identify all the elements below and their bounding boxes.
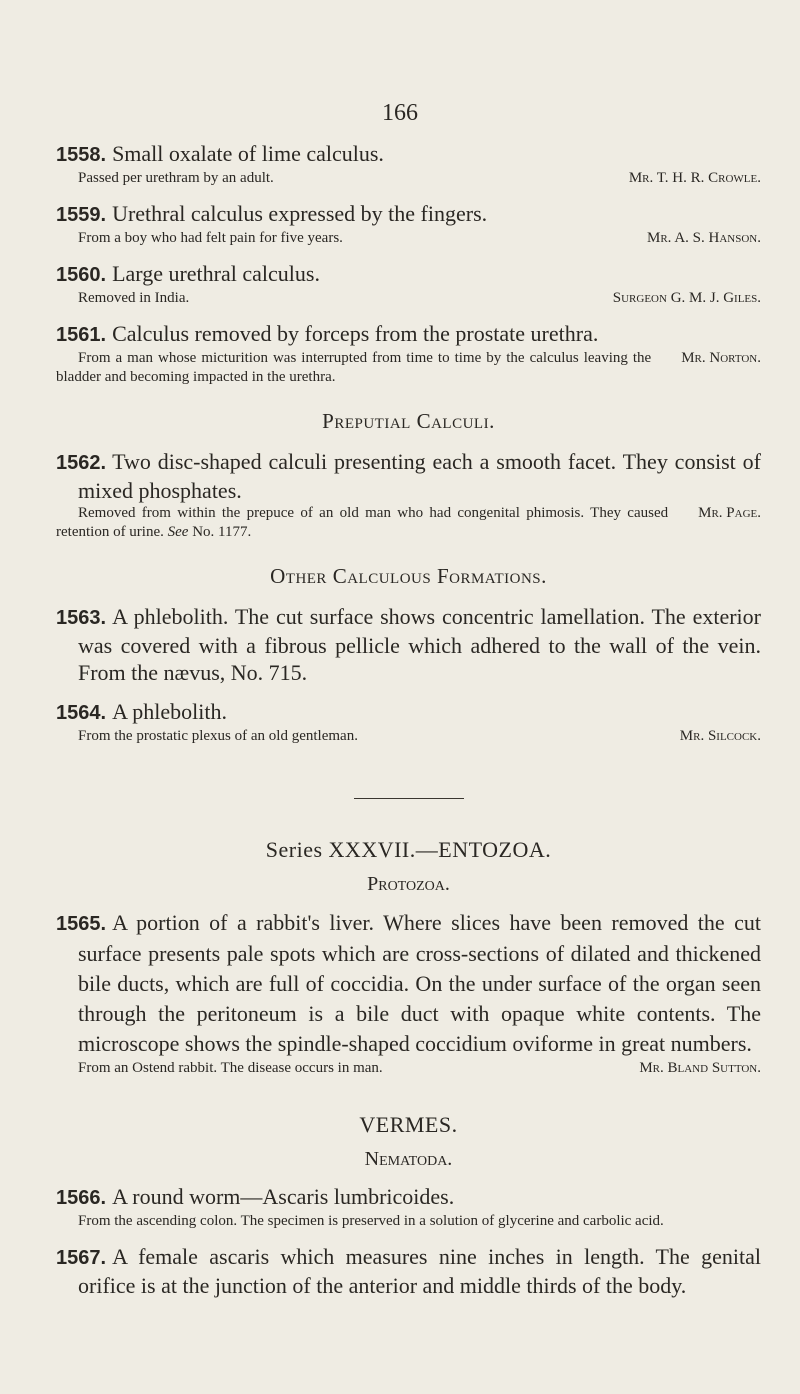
entry-number: 1560. [56,264,107,286]
class-heading-vermes: VERMES. [359,1112,458,1137]
series-heading: Series XXXVII.—ENTOZOA. [265,837,552,862]
entry-number: 1567. [56,1247,107,1269]
catalogue-entry-1559 [56,200,761,248]
catalogue-entry-1561 [56,320,761,387]
entry-donor: Mr. Silcock. [679,728,761,744]
entry-number: 1563. [56,607,107,629]
entry-title: Urethral calculus expressed by the fingers. [112,201,488,226]
page-content [56,140,761,1311]
subsection-heading-protozoa: Protozoa. [367,873,450,895]
entry-title: Large urethral calculus. [112,261,320,286]
entry-note: From the prostatic plexus of an old gentleman. [78,728,358,744]
catalogue-entry-1563 [56,603,761,686]
entry-note: Passed per urethram by an adult. [78,170,274,186]
entry-number: 1564. [56,702,107,724]
entry-number: 1558. [56,144,107,166]
entry-note: Removed from within the prepuce of an old man who had congenital phimosis. They caused retention of urine. [56,505,669,540]
entry-note: From the ascending colon. The specimen is preserved in a solution of glycerine and carbolic acid. [78,1213,664,1229]
cross-reference: No. 1177. [192,524,252,540]
catalogue-entry-1558 [56,140,761,188]
catalogue-entry-1566 [56,1183,761,1231]
entry-donor: Mr. Norton. [681,350,761,366]
catalogue-entry-1564 [56,698,761,746]
entry-number: 1562. [56,452,107,474]
entry-title: Small oxalate of lime calculus. [112,141,384,166]
entry-donor: Mr. A. S. Hanson. [647,230,761,246]
entry-title: Two disc-shaped calculi presenting each a smooth facet. They consist of mixed phosphates. [78,449,761,503]
entry-title: A phlebolith. The cut surface shows concentric lamellation. The exterior was covered with a fibrous pellicle which adhered to the wall of the vein. From the nævus, No. 715. [78,604,761,685]
entry-note: From an Ostend rabbit. The disease occurs in man. [78,1060,383,1076]
section-heading-other-calculous: Other Calculous Formations. [270,564,547,588]
entry-number: 1559. [56,204,107,226]
catalogue-entry-1560 [56,260,761,308]
entry-donor: Surgeon G. M. J. Giles. [612,290,761,306]
section-divider [354,798,464,799]
entry-donor: Mr. T. H. R. Crowle. [628,170,761,186]
entry-donor: Mr. Bland Sutton. [639,1060,761,1076]
entry-note: Removed in India. [78,290,190,306]
subsection-heading-nematoda: Nematoda. [364,1148,453,1170]
catalogue-entry-1567 [56,1243,761,1299]
page-number: 166 [382,100,418,126]
entry-title: A portion of a rabbit's liver. Where slices have been removed the cut surface presents pale spots which are cross-sections of dilated and thickened bile ducts, which are full of coccidia. On the under surface of the organ seen through the peritoneum is a bile duct with opaque white contents. The microscope shows the spindle-shaped coccidium oviforme in great numbers. [78,910,761,1056]
entry-title: A round worm—Ascaris lumbricoides. [112,1184,455,1209]
entry-donor: Mr. Page. [698,505,761,521]
entry-note: From a man whose micturition was interrupted from time to time by the calculus leaving the bladder and becoming impacted in the urethra. [56,350,652,385]
catalogue-entry-1562 [56,448,761,542]
entry-number: 1561. [56,324,107,346]
entry-note: From a boy who had felt pain for five years. [78,230,343,246]
entry-title: A female ascaris which measures nine inches in length. The genital orifice is at the junction of the anterior and middle thirds of the body. [78,1244,761,1298]
entry-title: A phlebolith. [112,699,227,724]
section-heading-preputial: Preputial Calculi. [322,409,495,433]
entry-number: 1566. [56,1187,107,1209]
see-reference: See [167,524,189,540]
entry-number: 1565. [56,913,107,935]
catalogue-entry-1565 [56,908,761,1078]
entry-title: Calculus removed by forceps from the prostate urethra. [112,321,599,346]
